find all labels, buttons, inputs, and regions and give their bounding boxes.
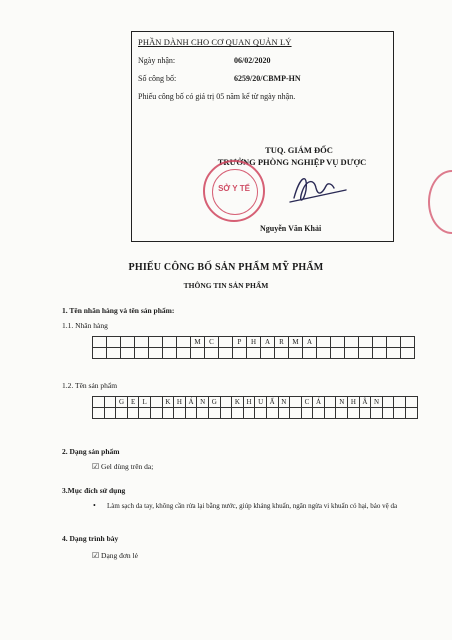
grid-cell [105, 397, 117, 408]
sign-line-1: TUQ. GIÁM ĐỐC [265, 145, 333, 155]
grid-cell: P [233, 337, 247, 348]
grid-cell [289, 348, 303, 359]
grid-cell [149, 337, 163, 348]
grid-cell [255, 408, 267, 419]
number-label: Số công bố: [138, 74, 177, 83]
grid-cell: L [139, 397, 151, 408]
grid-cell: N [279, 397, 291, 408]
grid-cell [151, 397, 163, 408]
grid-cell [191, 348, 205, 359]
grid-cell [121, 348, 135, 359]
grid-cell [313, 408, 325, 419]
grid-cell: H [244, 397, 256, 408]
grid-cell: C [205, 337, 219, 348]
grid-cell: G [116, 397, 128, 408]
grid-cell [261, 348, 275, 359]
received-date-row [138, 56, 385, 65]
grid-cell [221, 408, 233, 419]
grid-cell [302, 408, 314, 419]
grid-cell [197, 408, 209, 419]
grid-cell [135, 337, 149, 348]
grid-cell: R [275, 337, 289, 348]
grid-cell [373, 348, 387, 359]
grid-cell [244, 408, 256, 419]
grid-cell [331, 337, 345, 348]
brand-label: 1.1. Nhãn hàng [62, 321, 108, 330]
product-form-item [92, 462, 153, 471]
grid-cell [345, 348, 359, 359]
grid-cell: H [348, 397, 360, 408]
grid-cell: H [174, 397, 186, 408]
grid-cell: G [209, 397, 221, 408]
grid-cell [221, 397, 233, 408]
grid-cell: K [232, 397, 244, 408]
publication-number-row [138, 74, 385, 83]
validity-note: Phiếu công bố có giá trị 05 năm kể từ ngày nhận. [138, 92, 296, 101]
grid-cell [219, 348, 233, 359]
grid-cell [163, 408, 175, 419]
document-subtitle: THÔNG TIN SẢN PHẨM [183, 281, 269, 290]
grid-cell [116, 408, 128, 419]
section-4-heading: 4. Dạng trình bày [62, 534, 119, 543]
grid-cell: A [303, 337, 317, 348]
partial-stamp-icon [428, 170, 452, 234]
grid-cell [325, 408, 337, 419]
signature-icon [288, 168, 348, 208]
grid-cell [177, 337, 191, 348]
grid-cell [93, 397, 105, 408]
grid-cell [325, 397, 337, 408]
grid-cell [275, 348, 289, 359]
admin-section [131, 31, 394, 242]
grid-cell: Á [313, 397, 325, 408]
grid-cell: M [191, 337, 205, 348]
grid-cell [401, 348, 415, 359]
grid-cell [394, 408, 406, 419]
grid-cell [135, 348, 149, 359]
grid-cell: K [163, 397, 175, 408]
signer-name: Nguyễn Văn Khải [260, 224, 322, 233]
grid-cell [247, 348, 261, 359]
grid-cell [93, 408, 105, 419]
grid-cell: E [128, 397, 140, 408]
checkbox-checked-icon: ☑ [92, 462, 100, 471]
grid-cell [205, 348, 219, 359]
grid-cell [359, 337, 373, 348]
grid-cell [107, 337, 121, 348]
grid-cell [232, 408, 244, 419]
grid-cell: N [371, 397, 383, 408]
grid-cell [93, 348, 107, 359]
number-value: 6259/20/CBMP-HN [234, 74, 301, 83]
grid-cell [303, 348, 317, 359]
admin-title: PHẦN DÀNH CHO CƠ QUAN QUẢN LÝ [138, 37, 292, 47]
grid-cell [107, 348, 121, 359]
grid-cell: N [197, 397, 209, 408]
grid-cell [317, 348, 331, 359]
purpose-text: Làm sạch da tay, không cần rửa lại bằng nước, giúp kháng khuẩn, ngăn ngừa vi khuẩn có hại, bảo vệ da [107, 502, 398, 510]
grid-cell [359, 348, 373, 359]
grid-cell [336, 408, 348, 419]
grid-cell [345, 337, 359, 348]
grid-cell [371, 408, 383, 419]
product-grid [92, 396, 418, 419]
grid-cell [219, 337, 233, 348]
grid-cell [383, 408, 395, 419]
product-label: 1.2. Tên sản phẩm [62, 381, 118, 390]
grid-cell [290, 408, 302, 419]
grid-cell [149, 348, 163, 359]
brand-grid [92, 336, 415, 359]
grid-cell: N [336, 397, 348, 408]
grid-cell [163, 337, 177, 348]
grid-cell [373, 337, 387, 348]
grid-cell [186, 408, 198, 419]
grid-cell [279, 408, 291, 419]
grid-cell [209, 408, 221, 419]
grid-cell [163, 348, 177, 359]
grid-cell: A [261, 337, 275, 348]
grid-cell [331, 348, 345, 359]
received-value: 06/02/2020 [234, 56, 271, 65]
grid-cell [401, 337, 415, 348]
received-label: Ngày nhận: [138, 56, 176, 65]
grid-cell: U [255, 397, 267, 408]
document-title: PHIẾU CÔNG BỐ SẢN PHẨM MỸ PHẨM [128, 262, 324, 273]
checkbox-checked-icon: ☑ [92, 551, 100, 560]
grid-cell [105, 408, 117, 419]
sign-line-2: TRƯỞNG PHÒNG NGHIỆP VỤ DƯỢC [217, 157, 367, 167]
presentation-item [92, 551, 138, 560]
grid-cell [267, 408, 279, 419]
grid-cell: M [289, 337, 303, 348]
grid-cell [387, 337, 401, 348]
grid-cell: Á [186, 397, 198, 408]
grid-cell [93, 337, 107, 348]
grid-cell: Ẩ [267, 397, 279, 408]
grid-cell [406, 408, 418, 419]
product-form-text: Gel dùng trên da; [101, 462, 154, 471]
grid-cell [128, 408, 140, 419]
stamp-text: SỞ Y TẾ [218, 184, 250, 193]
grid-cell [151, 408, 163, 419]
grid-cell [233, 348, 247, 359]
official-stamp-icon [203, 160, 265, 222]
grid-cell [177, 348, 191, 359]
bullet-icon: • [93, 501, 96, 510]
grid-cell [174, 408, 186, 419]
section-3-heading: 3.Mục đích sử dụng [62, 486, 126, 495]
grid-cell: C [302, 397, 314, 408]
grid-cell [360, 408, 372, 419]
grid-cell [406, 397, 418, 408]
grid-cell: H [247, 337, 261, 348]
grid-cell [394, 397, 406, 408]
section-2-heading: 2. Dạng sản phẩm [62, 447, 120, 456]
grid-cell [387, 348, 401, 359]
grid-cell: Â [360, 397, 372, 408]
grid-cell [348, 408, 360, 419]
grid-cell [383, 397, 395, 408]
grid-cell [290, 397, 302, 408]
grid-cell [139, 408, 151, 419]
grid-cell [317, 337, 331, 348]
presentation-text: Dạng đơn lẻ [101, 551, 138, 560]
section-1-heading: 1. Tên nhãn hàng và tên sản phẩm: [62, 306, 175, 315]
grid-cell [121, 337, 135, 348]
